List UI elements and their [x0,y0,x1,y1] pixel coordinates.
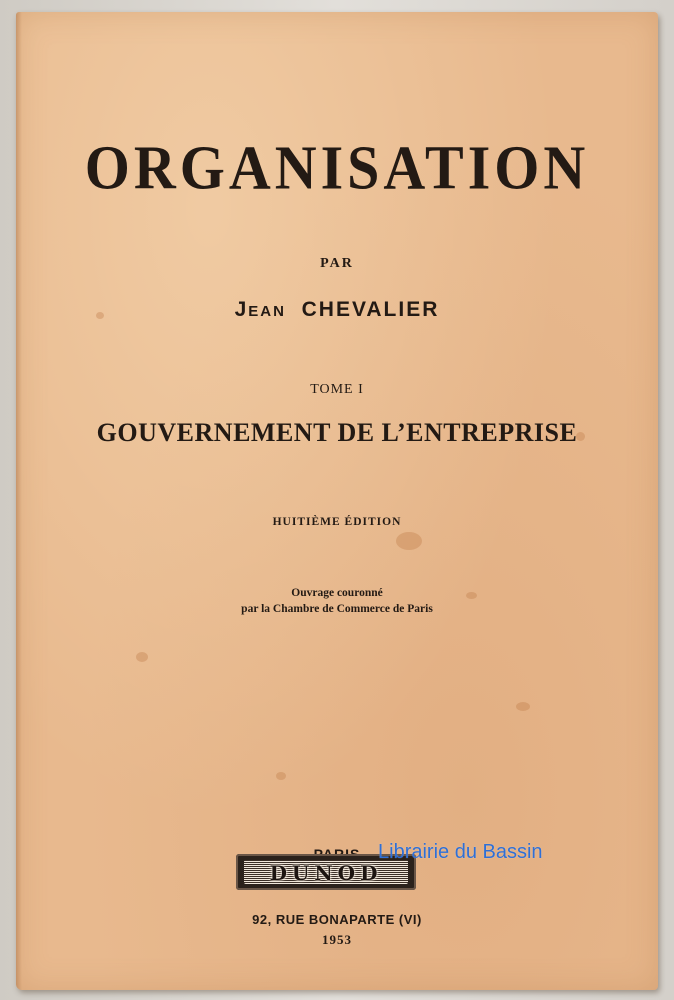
by-label: PAR [320,256,354,271]
seller-watermark: Librairie du Bassin [378,841,543,863]
foxing-spot [516,702,530,711]
book-subtitle: GOUVERNEMENT DE L’ENTREPRISE [96,418,578,447]
publisher-name: DUNOD [269,861,383,885]
foxing-spot [136,652,148,662]
award-line-2: par la Chambre de Commerce de Paris [241,603,433,615]
award-line-1: Ouvrage couronné [291,587,383,599]
author-first-name: Jean [234,298,286,321]
author-name [16,298,658,322]
book-cover [16,12,658,990]
foxing-spot [396,532,422,550]
volume-label: TOME I [310,382,364,397]
publisher-address: 92, RUE BONAPARTE (VI) [252,912,422,927]
author-last-name: CHEVALIER [301,298,440,321]
edition-label: HUITIÈME ÉDITION [272,516,402,528]
foxing-spot [276,772,286,780]
publication-year: 1953 [322,932,352,947]
book-title: ORGANISATION [84,132,590,203]
